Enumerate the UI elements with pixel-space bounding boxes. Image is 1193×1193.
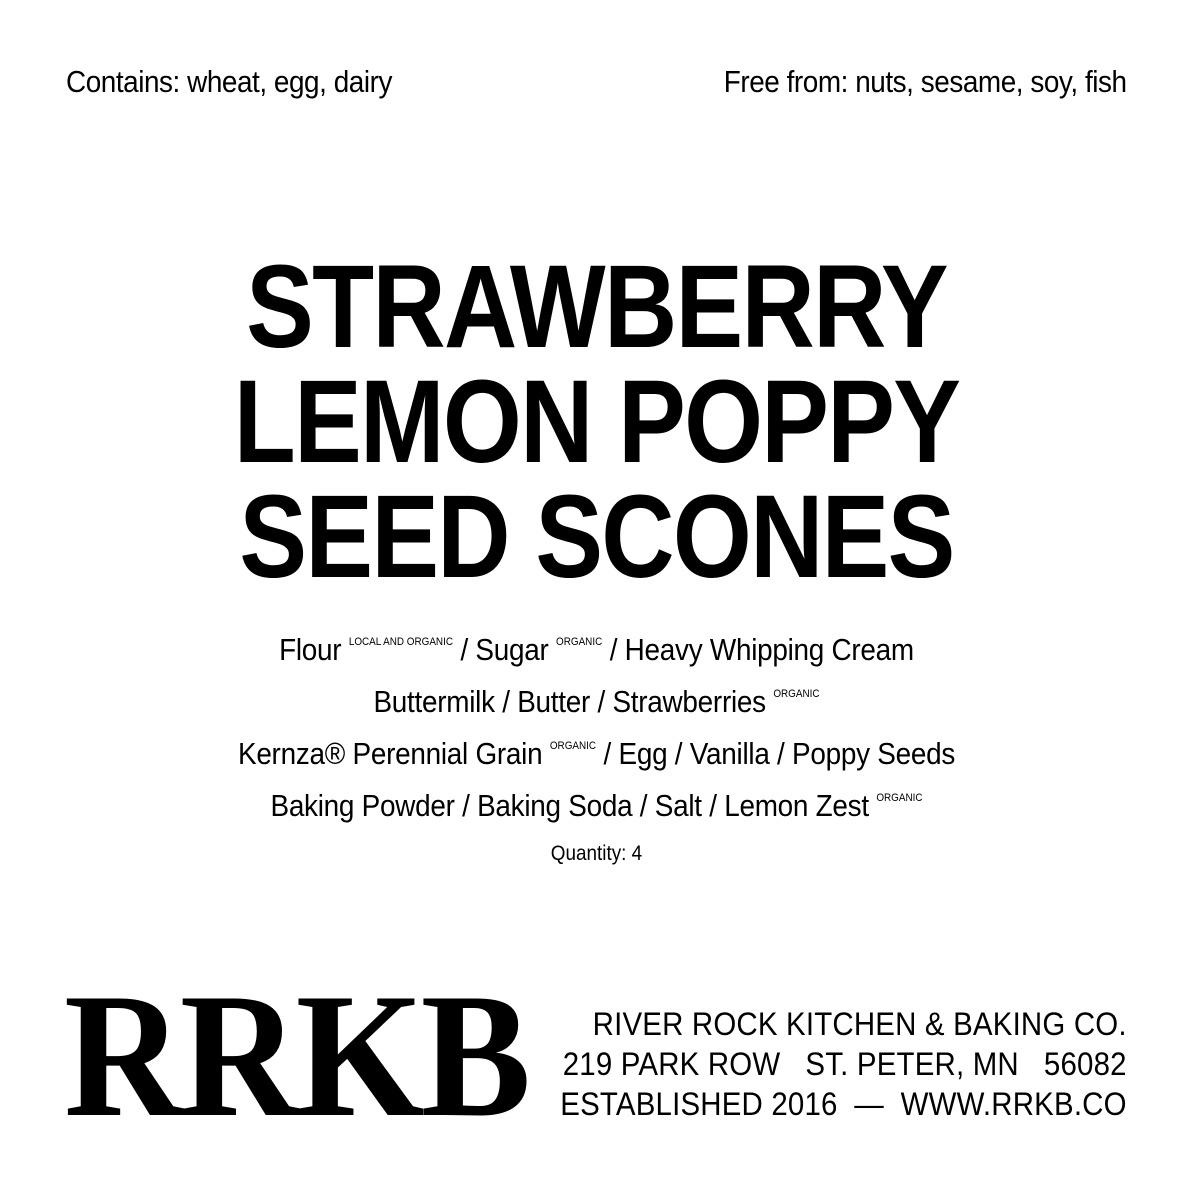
title-line-2: LEMON POPPY <box>233 356 960 488</box>
ingredient-note: ORGANIC <box>876 792 923 804</box>
ingredients-line-1 <box>60 620 1134 672</box>
title-line-1: STRAWBERRY <box>246 241 947 373</box>
ingredient-text: / Heavy Whipping Cream <box>602 632 914 667</box>
ingredients-line-3 <box>60 724 1134 776</box>
product-title <box>0 241 1193 603</box>
title-line-3: SEED SCONES <box>239 471 954 603</box>
ingredient-note: ORGANIC <box>773 688 820 700</box>
ingredient-text: Flour <box>279 632 342 667</box>
ingredient-text: / Egg / Vanilla / Poppy Seeds <box>596 736 956 771</box>
allergen-contains-text: Contains: wheat, egg, dairy <box>66 64 392 99</box>
company-address-block <box>511 1004 1127 1124</box>
street-address: 219 PARK ROW ST. PETER, MN 56082 <box>563 1046 1127 1082</box>
allergen-free-from-text: Free from: nuts, sesame, soy, fish <box>724 64 1127 99</box>
established-and-website: ESTABLISHED 2016 — WWW.RRKB.CO <box>560 1086 1127 1122</box>
ingredients-line-4 <box>60 776 1134 828</box>
ingredients-list <box>0 620 1193 828</box>
ingredient-note: ORGANIC <box>549 740 597 752</box>
quantity-text: Quantity: 4 <box>550 842 643 865</box>
ingredient-note: ORGANIC <box>556 636 603 648</box>
company-name: RIVER ROCK KITCHEN & BAKING CO. <box>592 1006 1127 1042</box>
ingredient-text: Baking Powder / Baking Soda / Salt / Lemon Zest <box>270 788 869 823</box>
ingredient-text: / Sugar <box>452 632 549 667</box>
ingredient-note: LOCAL AND ORGANIC <box>348 636 453 648</box>
rrkb-logo: RRKB <box>64 956 528 1154</box>
ingredient-text: Kernza® Perennial Grain <box>237 736 543 771</box>
ingredients-line-2 <box>60 672 1134 724</box>
ingredient-text: Buttermilk / Butter / Strawberries <box>373 684 766 719</box>
